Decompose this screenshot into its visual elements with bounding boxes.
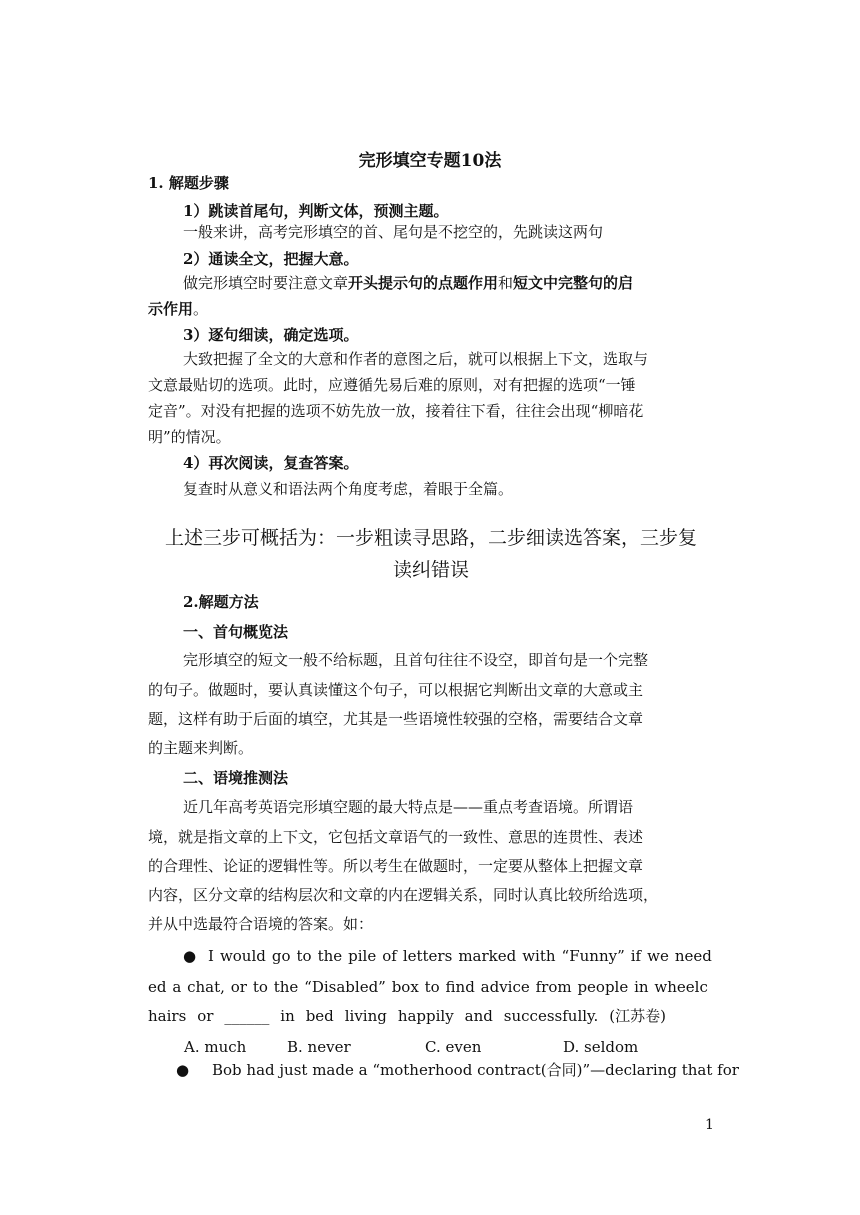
step2-plain-1: 做完形填空时要注意文章 (183, 274, 349, 292)
example-word: people (577, 978, 629, 996)
step3-line: 定音”。对没有把握的选项不妨先放一放，接着往下看，往往会出现“柳暗花 (148, 402, 644, 420)
example-word: the (317, 947, 343, 965)
example-word: if (630, 947, 642, 965)
example-word: to (296, 947, 312, 965)
step3-title: 3）逐句细读，确定选项。 (183, 326, 359, 344)
example-word: would (219, 947, 266, 965)
example-word: find (445, 978, 475, 996)
method2-line: 的合理性、论证的逻辑性等。所以考生在做题时，一定要从整体上把握文章 (148, 857, 644, 875)
example-word: in (280, 1007, 295, 1025)
example-word: successfully. (503, 1007, 599, 1025)
example1-line1 (208, 946, 712, 966)
example-word: bed (305, 1007, 334, 1025)
option-d: D. seldom (563, 1038, 639, 1056)
example-word: pile (348, 947, 377, 965)
example2-text: Bob had just made a “motherhood contract(合同)”—declaring that for (212, 1061, 739, 1079)
example2-bullet: ● (176, 1061, 190, 1079)
example-word: or (197, 1007, 214, 1025)
step2-bold-2: 短文中完整句的启 (513, 274, 634, 292)
step3-line: 明”的情况。 (148, 428, 231, 446)
example-word: go (271, 947, 291, 965)
example-word: “Disabled” (304, 978, 386, 996)
example-word: from (535, 978, 572, 996)
step2-text-line2 (148, 299, 208, 319)
example-word: in (634, 978, 649, 996)
method2-line: 并从中选最符合语境的答案。如： (148, 915, 374, 933)
example-word: ed (148, 978, 167, 996)
example-word: “Funny” (561, 947, 625, 965)
example-word: a (172, 978, 182, 996)
example-word: living (344, 1007, 387, 1025)
step1-text: 一般来讲，高考完形填空的首、尾句是不挖空的，先跳读这两句 (183, 223, 604, 241)
step3-line: 文意最贴切的选项。此时，应遵循先易后难的原则，对有把握的选项“一锤 (148, 376, 636, 394)
example1-line2 (148, 977, 708, 997)
method1-title: 一、首句概览法 (183, 623, 289, 641)
document-title: 完形填空专题10法 (358, 151, 502, 171)
example-word: of (382, 947, 397, 965)
example-word: I (208, 947, 214, 965)
example1-bullet: ● (183, 947, 197, 965)
example-word: box (391, 978, 419, 996)
example-word: chat, (187, 978, 225, 996)
method2-title: 二、语境推测法 (183, 769, 289, 787)
summary-line: 上述三步可概括为：一步粗读寻思路，二步细读选答案，三步复 (164, 527, 697, 549)
example-word: the (273, 978, 299, 996)
method1-line: 的句子。做题时，要认真读懂这个句子，可以根据它判断出文章的大意或主 (148, 681, 644, 699)
example-word: advice (480, 978, 530, 996)
method2-line: 近几年高考英语完形填空题的最大特点是——重点考查语境。所谓语 (183, 798, 634, 816)
example-word: letters (402, 947, 453, 965)
example-word: marked (458, 947, 517, 965)
example1-line3 (148, 1006, 666, 1026)
step2-plain-3: 。 (193, 300, 209, 318)
example-word: or (230, 978, 247, 996)
example-word: with (522, 947, 556, 965)
example-word: need (674, 947, 712, 965)
example-word: we (647, 947, 669, 965)
example-word: hairs (148, 1007, 187, 1025)
example-blank: ______ (224, 1007, 270, 1025)
option-a: A. much (184, 1038, 247, 1056)
example-word: happily (397, 1007, 454, 1025)
example-source: (江苏卷) (609, 1007, 666, 1025)
summary-line: 读纠错误 (392, 559, 469, 581)
step2-plain-2: 和 (498, 274, 514, 292)
example-word: to (252, 978, 268, 996)
example-word: wheelc (654, 978, 708, 996)
example-word: and (464, 1007, 493, 1025)
step2-bold-1: 开头提示句的点题作用 (348, 274, 499, 292)
method2-line: 内容，区分文章的结构层次和文章的内在逻辑关系，同时认真比较所给选项， (148, 886, 659, 904)
option-b: B. never (287, 1038, 351, 1056)
step4-title: 4）再次阅读，复查答案。 (183, 454, 359, 472)
section-heading-steps: 1. 解题步骤 (148, 174, 229, 192)
method1-line: 的主题来判断。 (148, 739, 254, 757)
method1-line: 完形填空的短文一般不给标题，且首句往往不设空，即首句是一个完整 (183, 651, 649, 669)
step2-text-line1 (183, 273, 633, 293)
method2-line: 境，就是指文章的上下文，它包括文章语气的一致性、意思的连贯性、表述 (148, 828, 644, 846)
method1-line: 题，这样有助于后面的填空，尤其是一些语境性较强的空格，需要结合文章 (148, 710, 644, 728)
section-heading-methods: 2.解题方法 (183, 593, 259, 611)
page-number: 1 (705, 1117, 714, 1133)
step2-title: 2）通读全文，把握大意。 (183, 250, 359, 268)
step3-line: 大致把握了全文的大意和作者的意图之后，就可以根据上下文，选取与 (183, 350, 649, 368)
step1-title: 1）跳读首尾句，判断文体，预测主题。 (183, 202, 449, 220)
step2-bold-3: 示作用 (148, 300, 194, 318)
example-word: to (424, 978, 440, 996)
option-c: C. even (425, 1038, 482, 1056)
step4-text: 复查时从意义和语法两个角度考虑，着眼于全篇。 (183, 480, 514, 498)
